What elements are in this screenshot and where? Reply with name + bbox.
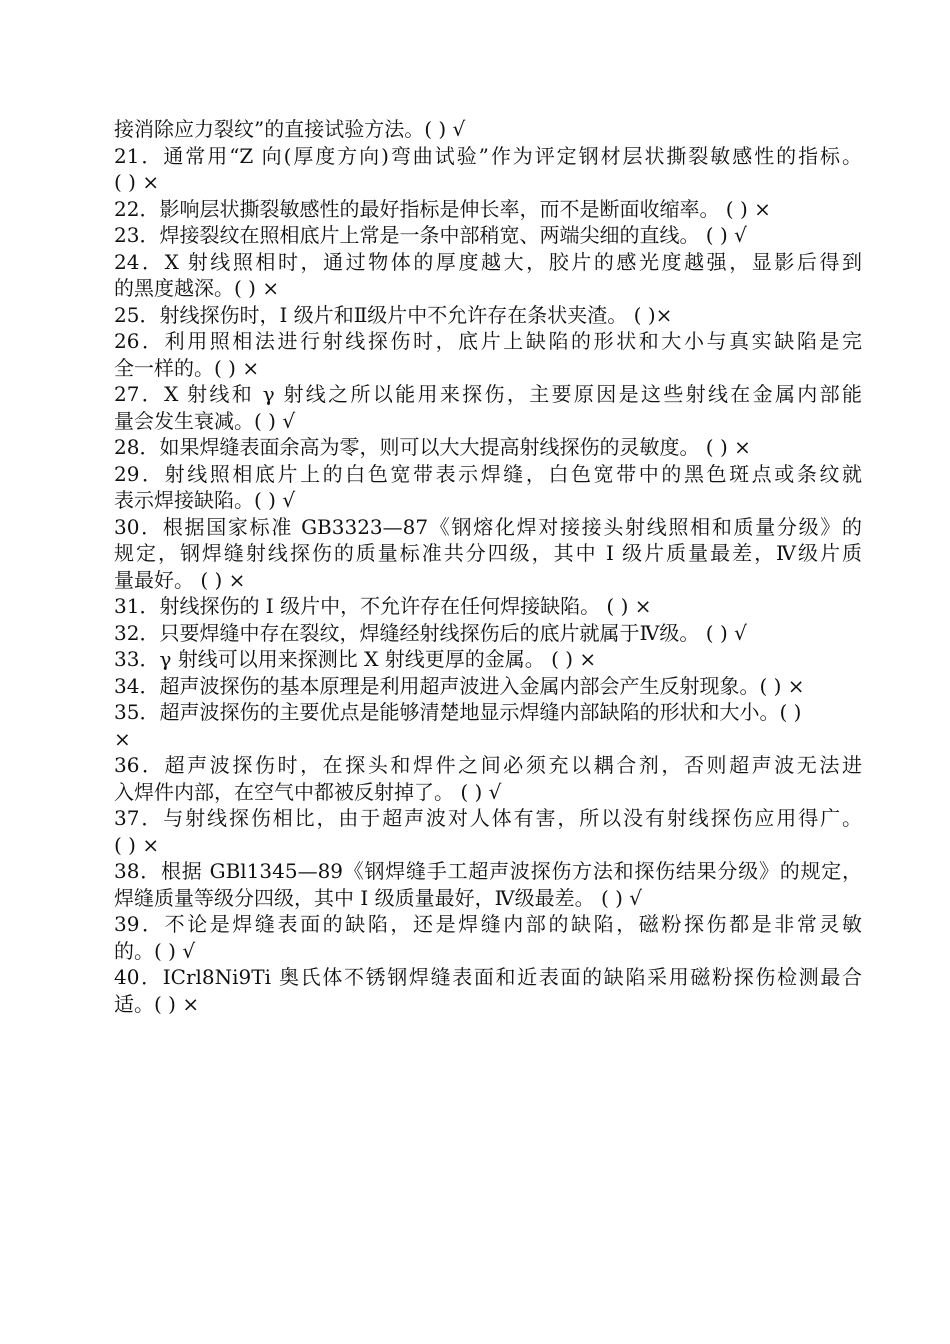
text-line: 31．射线探伤的 I 级片中，不允许存在任何焊接缺陷。 ( ) × xyxy=(114,594,652,618)
text-line: × xyxy=(114,726,131,751)
text-line: 23．焊接裂纹在照相底片上常是一条中部稍宽、两端尖细的直线。 ( ) √ xyxy=(114,223,747,247)
text-line: 26．利用照相法进行射线探伤时，底片上缺陷的形状和大小与真实缺陷是完 xyxy=(114,329,862,353)
text-line: 21．通常用“Z 向(厚度方向)弯曲试验”作为评定钢材层状撕裂敏感性的指标。 xyxy=(114,143,862,168)
document-body xyxy=(114,116,862,1017)
text-line: 30．根据国家标准 GB3323—87《钢熔化焊对接接头射线照相和质量分级》的 xyxy=(114,514,862,539)
text-line: 全一样的。( ) × xyxy=(114,355,260,380)
text-line: ( ) × xyxy=(114,170,160,194)
text-line: 35．超声波探伤的主要优点是能够清楚地显示焊缝内部缺陷的形状和大小。( ) xyxy=(114,700,802,724)
text-line: 27．X 射线和 γ 射线之所以能用来探伤，主要原因是这些射线在金属内部能 xyxy=(114,382,862,406)
text-line: 28．如果焊缝表面余高为零，则可以大大提高射线探伤的灵敏度。 ( ) × xyxy=(114,435,751,459)
text-line: 40．ICrl8Ni9Ti 奥氏体不锈钢焊缝表面和近表面的缺陷采用磁粉探伤检测最合 xyxy=(114,965,862,989)
text-line: 焊缝质量等级分四级，其中 I 级质量最好，Ⅳ级最差。 ( ) √ xyxy=(114,885,643,910)
text-line: 入焊件内部，在空气中都被反射掉了。 ( ) √ xyxy=(114,779,502,804)
text-line: 39．不论是焊缝表面的缺陷，还是焊缝内部的缺陷，磁粉探伤都是非常灵敏 xyxy=(114,912,862,936)
text-line: ( ) × xyxy=(114,832,160,857)
text-line: 37．与射线探伤相比，由于超声波对人体有害，所以没有射线探伤应用得广。 xyxy=(114,806,862,830)
text-line: 36．超声波探伤时，在探头和焊件之间必须充以耦合剂，否则超声波无法进 xyxy=(114,753,862,777)
text-line: 29．射线照相底片上的白色宽带表示焊缝，白色宽带中的黑色斑点或条纹就 xyxy=(114,461,862,486)
text-line: 24．X 射线照相时，通过物体的厚度越大，胶片的感光度越强，显影后得到 xyxy=(114,249,862,274)
text-line: 32．只要焊缝中存在裂纹，焊缝经射线探伤后的底片就属于Ⅳ级。 ( ) √ xyxy=(114,620,747,645)
text-line: 34．超声波探伤的基本原理是利用超声波进入金属内部会产生反射现象。( ) × xyxy=(114,673,805,698)
text-line: 表示焊接缺陷。( ) √ xyxy=(114,488,296,512)
text-line: 的黑度越深。( ) × xyxy=(114,276,280,300)
text-line: 22．影响层状撕裂敏感性的最好指标是伸长率，而不是断面收缩率。 ( ) × xyxy=(114,196,771,221)
text-line: 接消除应力裂纹”的直接试验方法。( ) √ xyxy=(114,117,466,141)
text-line: 规定，钢焊缝射线探伤的质量标准共分四级，其中 I 级片质量最差，Ⅳ级片质 xyxy=(114,541,862,565)
text-line: 量会发生衰减。( ) √ xyxy=(114,408,296,433)
text-line: 适。( ) × xyxy=(114,991,200,1016)
text-line: 25．射线探伤时，I 级片和Ⅱ级片中不允许存在条状夹渣。 ( )× xyxy=(114,302,673,327)
text-line: 量最好。 ( ) × xyxy=(114,567,246,592)
text-line: 33．γ 射线可以用来探测比 X 射线更厚的金属。 ( ) × xyxy=(114,647,597,671)
text-line: 的。( ) √ xyxy=(114,938,196,963)
text-line: 38．根据 GBl1345—89《钢焊缝手工超声波探伤方法和探伤结果分级》的规定， xyxy=(114,859,862,883)
